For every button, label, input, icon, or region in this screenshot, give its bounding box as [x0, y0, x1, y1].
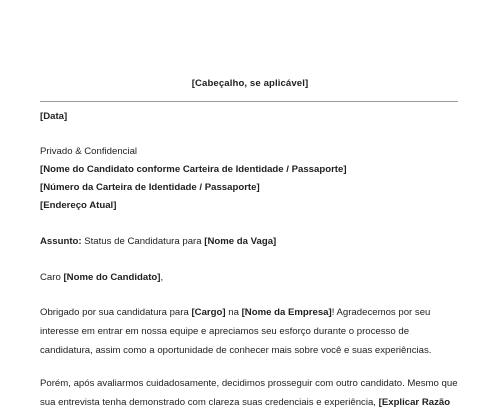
paragraph-1-text-c: ! Agradecemos por seu — [331, 307, 431, 318]
recipient-name: [Nome do Candidato conforme Carteira de Identidade / Passaporte] — [40, 164, 347, 175]
paragraph-2-line-2 — [40, 393, 465, 412]
subject-position: [Nome da Vaga] — [204, 236, 277, 247]
paragraph-1-text-a: Obrigado por sua candidatura para — [40, 307, 192, 318]
paragraph-1-text-b: na — [225, 307, 242, 318]
letter-header: [Cabeçalho, se aplicável] — [191, 78, 309, 89]
subject-text: Status de Candidatura para — [81, 236, 205, 247]
greeting-text: Caro — [40, 272, 64, 283]
role-placeholder: [Cargo] — [191, 307, 226, 318]
subject-line — [40, 236, 276, 247]
paragraph-2 — [40, 374, 465, 412]
paragraph-2-text: sua entrevista tenha demonstrado com clareza suas credenciais e experiência, — [40, 397, 379, 408]
company-placeholder: [Nome da Empresa] — [241, 307, 332, 318]
greeting-name: [Nome do Candidato] — [63, 272, 161, 283]
date-placeholder: [Data] — [40, 111, 68, 122]
paragraph-1-line-2: interesse em entrar em nossa equipe e apreciamos seu esforço durante o processo de — [40, 326, 410, 337]
header-divider — [40, 101, 458, 102]
subject-label: Assunto: — [40, 236, 82, 247]
recipient-id-number: [Número da Carteira de Identidade / Passaporte] — [40, 182, 260, 193]
paragraph-1-line-3: candidatura, assim como a oportunidade de conhecer mais sobre você e suas experiências. — [40, 345, 432, 356]
greeting-line — [40, 272, 163, 283]
confidential-label: Privado & Confidencial — [40, 146, 138, 157]
paragraph-1 — [40, 303, 465, 360]
recipient-address: [Endereço Atual] — [40, 200, 117, 211]
greeting-comma: , — [160, 272, 164, 283]
paragraph-2-line-1: Porém, após avaliarmos cuidadosamente, decidimos prosseguir com outro candidato. Mesmo que — [40, 378, 458, 389]
paragraph-1-line-1 — [40, 303, 465, 322]
reason-placeholder: [Explicar Razão — [378, 397, 451, 408]
